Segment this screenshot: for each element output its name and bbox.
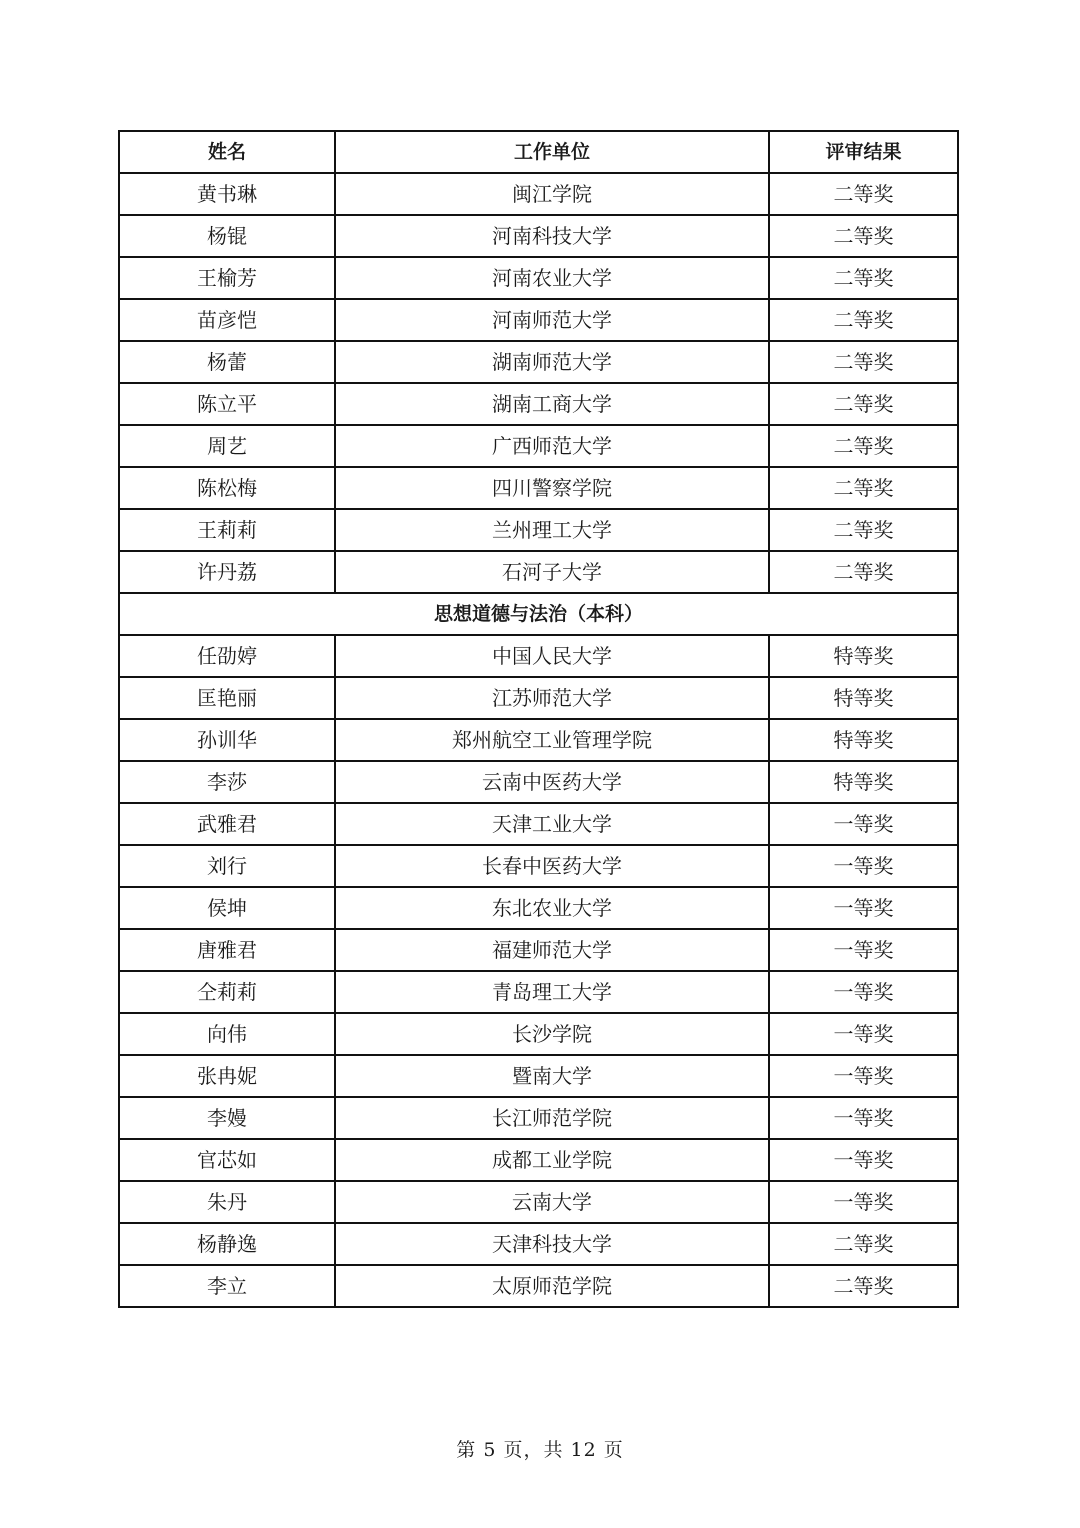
cell-name: 唐雅君 (119, 929, 335, 971)
cell-unit: 暨南大学 (335, 1055, 769, 1097)
cell-result: 二等奖 (769, 509, 958, 551)
cell-unit: 河南农业大学 (335, 257, 769, 299)
table-row (119, 551, 958, 593)
cell-name: 杨锟 (119, 215, 335, 257)
cell-name: 苗彦恺 (119, 299, 335, 341)
cell-unit: 福建师范大学 (335, 929, 769, 971)
cell-unit: 天津科技大学 (335, 1223, 769, 1265)
table-row (119, 929, 958, 971)
cell-result: 二等奖 (769, 299, 958, 341)
table-row (119, 341, 958, 383)
cell-name: 杨蕾 (119, 341, 335, 383)
cell-result: 二等奖 (769, 425, 958, 467)
cell-result: 一等奖 (769, 887, 958, 929)
table-row (119, 215, 958, 257)
table-row (119, 1013, 958, 1055)
table-body (119, 173, 958, 1307)
cell-result: 一等奖 (769, 845, 958, 887)
cell-unit: 石河子大学 (335, 551, 769, 593)
table-row (119, 635, 958, 677)
cell-result: 二等奖 (769, 215, 958, 257)
cell-unit: 太原师范学院 (335, 1265, 769, 1307)
table-row (119, 425, 958, 467)
cell-result: 二等奖 (769, 383, 958, 425)
cell-name: 周艺 (119, 425, 335, 467)
cell-name: 朱丹 (119, 1181, 335, 1223)
cell-unit: 广西师范大学 (335, 425, 769, 467)
cell-result: 二等奖 (769, 1223, 958, 1265)
table-row (119, 845, 958, 887)
table-row (119, 467, 958, 509)
cell-unit: 长春中医药大学 (335, 845, 769, 887)
cell-name: 陈立平 (119, 383, 335, 425)
header-name: 姓名 (119, 131, 335, 173)
cell-unit: 成都工业学院 (335, 1139, 769, 1181)
cell-result: 二等奖 (769, 467, 958, 509)
cell-result: 一等奖 (769, 1013, 958, 1055)
cell-unit: 云南中医药大学 (335, 761, 769, 803)
table-header-row (119, 131, 958, 173)
table-row (119, 1265, 958, 1307)
cell-result: 特等奖 (769, 635, 958, 677)
table-row (119, 719, 958, 761)
cell-name: 侯坤 (119, 887, 335, 929)
table-row (119, 761, 958, 803)
cell-name: 李莎 (119, 761, 335, 803)
cell-unit: 云南大学 (335, 1181, 769, 1223)
cell-result: 一等奖 (769, 1055, 958, 1097)
cell-unit: 郑州航空工业管理学院 (335, 719, 769, 761)
cell-result: 二等奖 (769, 257, 958, 299)
table-row (119, 887, 958, 929)
cell-unit: 闽江学院 (335, 173, 769, 215)
cell-unit: 湖南师范大学 (335, 341, 769, 383)
cell-name: 陈松梅 (119, 467, 335, 509)
cell-name: 杨静逸 (119, 1223, 335, 1265)
cell-unit: 江苏师范大学 (335, 677, 769, 719)
table-row (119, 383, 958, 425)
cell-unit: 河南师范大学 (335, 299, 769, 341)
cell-name: 刘行 (119, 845, 335, 887)
awards-table (118, 130, 959, 1308)
cell-unit: 中国人民大学 (335, 635, 769, 677)
cell-result: 一等奖 (769, 1181, 958, 1223)
header-result: 评审结果 (769, 131, 958, 173)
cell-name: 任劭婷 (119, 635, 335, 677)
table-row (119, 257, 958, 299)
table-row (119, 173, 958, 215)
cell-result: 二等奖 (769, 1265, 958, 1307)
table-row (119, 1223, 958, 1265)
cell-name: 官芯如 (119, 1139, 335, 1181)
cell-result: 特等奖 (769, 719, 958, 761)
table-row (119, 1181, 958, 1223)
cell-unit: 天津工业大学 (335, 803, 769, 845)
table-row (119, 299, 958, 341)
cell-name: 许丹荔 (119, 551, 335, 593)
section-row (119, 593, 958, 635)
cell-name: 武雅君 (119, 803, 335, 845)
table-row (119, 677, 958, 719)
table-row (119, 971, 958, 1013)
cell-result: 一等奖 (769, 1139, 958, 1181)
table-row (119, 509, 958, 551)
cell-name: 黄书琳 (119, 173, 335, 215)
cell-result: 二等奖 (769, 551, 958, 593)
section-title: 思想道德与法治（本科） (119, 593, 958, 635)
cell-result: 一等奖 (769, 929, 958, 971)
cell-name: 李立 (119, 1265, 335, 1307)
cell-unit: 兰州理工大学 (335, 509, 769, 551)
cell-result: 一等奖 (769, 971, 958, 1013)
cell-unit: 湖南工商大学 (335, 383, 769, 425)
cell-result: 一等奖 (769, 803, 958, 845)
table-row (119, 1055, 958, 1097)
cell-result: 二等奖 (769, 173, 958, 215)
table-row (119, 1097, 958, 1139)
cell-name: 匡艳丽 (119, 677, 335, 719)
cell-unit: 河南科技大学 (335, 215, 769, 257)
cell-name: 孙训华 (119, 719, 335, 761)
cell-unit: 长江师范学院 (335, 1097, 769, 1139)
cell-name: 王榆芳 (119, 257, 335, 299)
cell-name: 向伟 (119, 1013, 335, 1055)
cell-name: 仝莉莉 (119, 971, 335, 1013)
table-row (119, 803, 958, 845)
page-number: 第 5 页，共 12 页 (456, 1439, 624, 1461)
cell-result: 特等奖 (769, 677, 958, 719)
cell-result: 一等奖 (769, 1097, 958, 1139)
cell-unit: 长沙学院 (335, 1013, 769, 1055)
cell-unit: 青岛理工大学 (335, 971, 769, 1013)
cell-unit: 东北农业大学 (335, 887, 769, 929)
cell-name: 李嫚 (119, 1097, 335, 1139)
cell-unit: 四川警察学院 (335, 467, 769, 509)
cell-result: 二等奖 (769, 341, 958, 383)
cell-result: 特等奖 (769, 761, 958, 803)
cell-name: 王莉莉 (119, 509, 335, 551)
table-row (119, 1139, 958, 1181)
cell-name: 张冉妮 (119, 1055, 335, 1097)
header-unit: 工作单位 (335, 131, 769, 173)
